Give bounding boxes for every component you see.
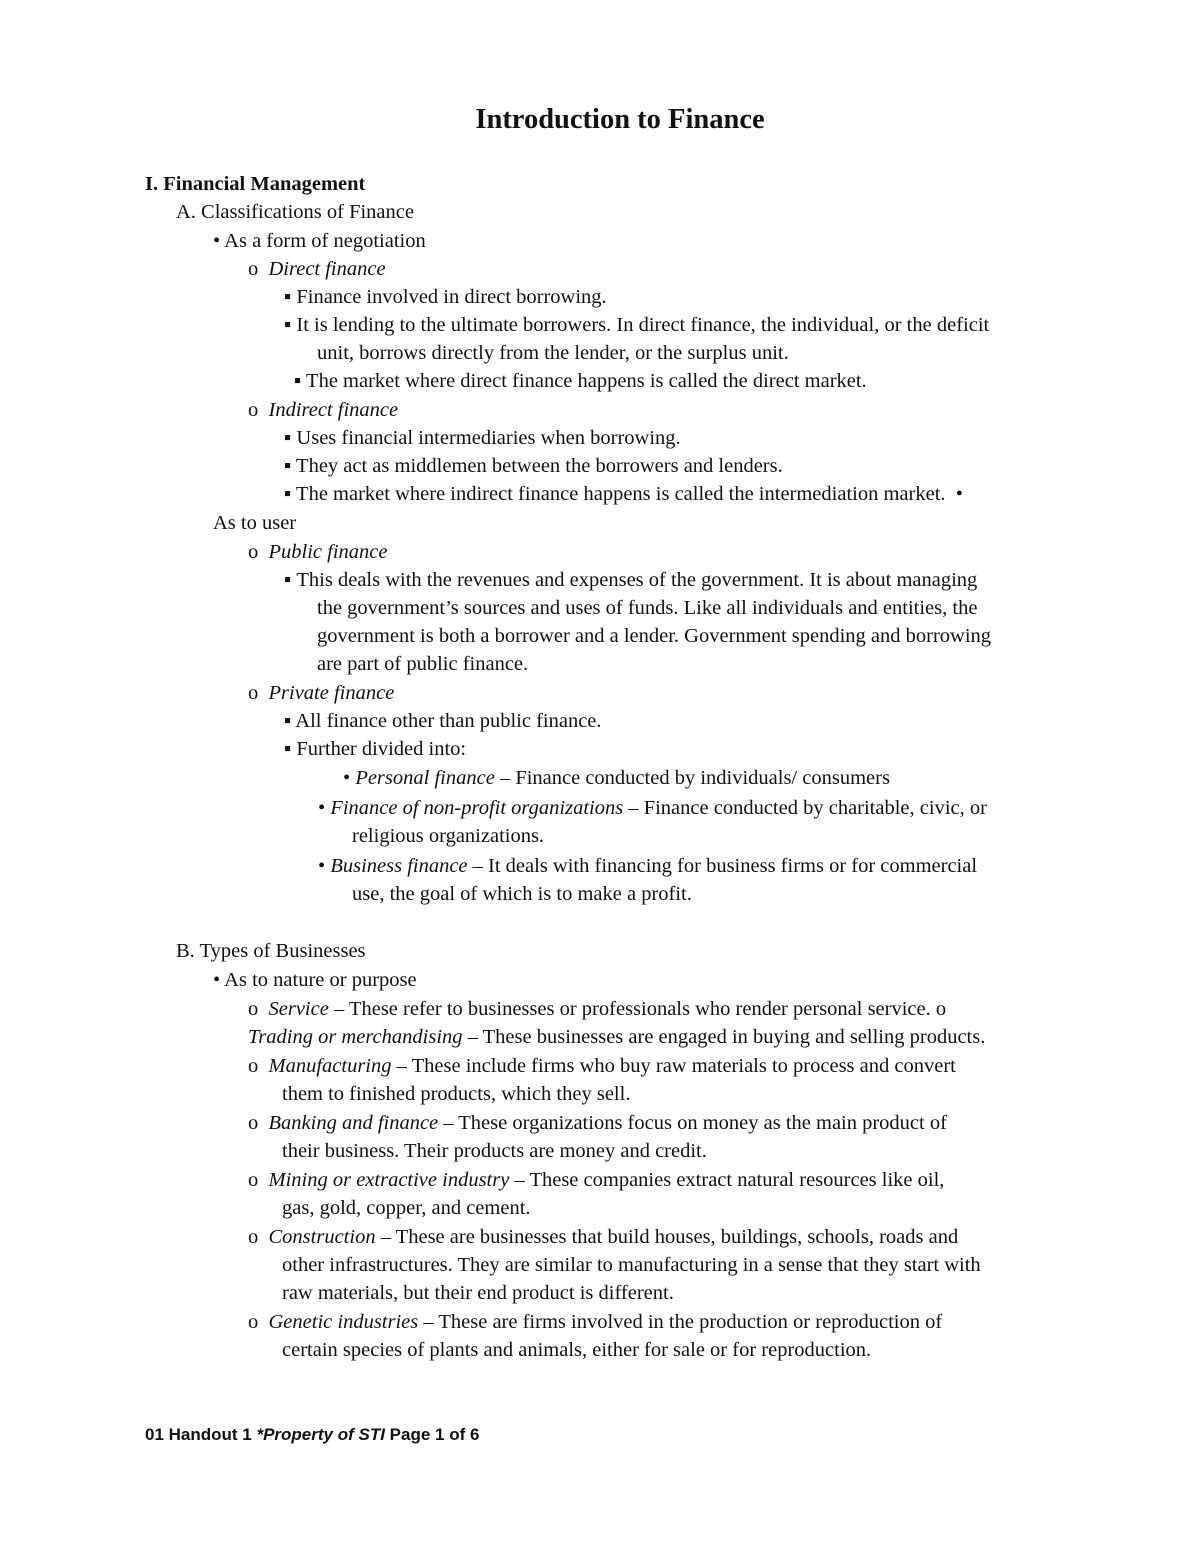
list-item-service: [248, 995, 946, 1023]
list-text-continuation: certain species of plants and animals, either for sale or for reproduction.: [282, 1339, 872, 1361]
term-nonprofit-finance: Finance of non-profit organizations: [330, 797, 624, 819]
list-text: The market where direct finance happens is called the direct market.: [306, 370, 867, 392]
square-bullet-icon: ▪: [284, 738, 292, 760]
list-item: [284, 452, 783, 480]
square-bullet-icon: ▪: [294, 370, 302, 392]
dot-bullet-icon: •: [955, 483, 963, 505]
footer-page-number: Page 1 of 6: [384, 1425, 480, 1444]
definition-text: – These refer to businesses or professionals who render personal service. o: [328, 998, 947, 1020]
term-personal-finance: Personal finance: [355, 767, 495, 789]
list-item-as-to-user: As to user: [213, 512, 297, 534]
list-text-continuation: the government’s sources and uses of funds. Like all individuals and entities, the: [317, 597, 978, 619]
list-item-form-of-negotiation: • As a form of negotiation: [213, 230, 426, 252]
term-trading: Trading or merchandising: [248, 1026, 463, 1048]
subheading-types-of-businesses: B. Types of Businesses: [176, 940, 366, 962]
term-public-finance: Public finance: [268, 541, 388, 563]
circle-bullet-icon: o: [248, 258, 259, 280]
definition-text: – Finance conducted by individuals/ consumers: [494, 767, 890, 789]
term-service: Service: [268, 998, 329, 1020]
definition-text: – These organizations focus on money as the main product of: [438, 1112, 947, 1134]
term-banking: Banking and finance: [268, 1112, 439, 1134]
square-bullet-icon: ▪: [284, 286, 292, 308]
circle-bullet-icon: o: [248, 998, 259, 1020]
term-construction: Construction: [268, 1226, 376, 1248]
list-item-personal-finance: [343, 764, 890, 792]
list-text: It is lending to the ultimate borrowers. In direct finance, the individual, or the deficit: [296, 314, 990, 336]
list-item-trading: [248, 1023, 985, 1051]
list-text-continuation: use, the goal of which is to make a profit.: [352, 883, 692, 905]
circle-bullet-icon: o: [248, 1226, 259, 1248]
square-bullet-icon: ▪: [284, 483, 292, 505]
list-item-banking: [248, 1109, 947, 1137]
list-item-indirect-finance: [248, 396, 398, 424]
list-item: [284, 566, 977, 594]
circle-bullet-icon: o: [248, 541, 259, 563]
list-text-continuation: raw materials, but their end product is different.: [282, 1282, 674, 1304]
definition-text: – These are firms involved in the production or reproduction of: [418, 1311, 943, 1333]
list-text: This deals with the revenues and expenses of the government. It is about managing: [296, 569, 978, 591]
list-text-continuation: gas, gold, copper, and cement.: [282, 1197, 531, 1219]
list-item: [284, 735, 466, 763]
term-manufacturing: Manufacturing: [268, 1055, 392, 1077]
list-item-direct-finance: [248, 255, 386, 283]
circle-bullet-icon: o: [248, 682, 259, 704]
definition-text: – These companies extract natural resources like oil,: [509, 1169, 945, 1191]
list-text-continuation: them to finished products, which they sell.: [282, 1083, 631, 1105]
list-item-genetic: [248, 1308, 942, 1336]
list-item-nonprofit-finance: [318, 794, 987, 822]
circle-bullet-icon: o: [248, 1055, 259, 1077]
circle-bullet-icon: o: [248, 1112, 259, 1134]
circle-bullet-icon: o: [248, 1169, 259, 1191]
square-bullet-icon: ▪: [284, 427, 292, 449]
square-bullet-icon: ▪: [284, 455, 292, 477]
list-text: They act as middlemen between the borrowers and lenders.: [296, 455, 783, 477]
list-item-public-finance: [248, 538, 387, 566]
term-business-finance: Business finance: [330, 855, 468, 877]
list-item: [294, 367, 867, 395]
circle-bullet-icon: o: [248, 399, 259, 421]
list-item-private-finance: [248, 679, 394, 707]
list-text-continuation: are part of public finance.: [317, 653, 529, 675]
subheading-classifications: A. Classifications of Finance: [176, 201, 414, 223]
dot-bullet-icon: •: [318, 855, 326, 877]
list-text: All finance other than public finance.: [295, 710, 602, 732]
square-bullet-icon: ▪: [284, 710, 292, 732]
definition-text: – These include firms who buy raw materials to process and convert: [391, 1055, 956, 1077]
list-item: [284, 707, 602, 735]
list-item-construction: [248, 1223, 958, 1251]
list-item: [284, 311, 989, 339]
definition-text: – Finance conducted by charitable, civic, or: [623, 797, 987, 819]
list-item-manufacturing: [248, 1052, 956, 1080]
term-private-finance: Private finance: [268, 682, 395, 704]
list-text-continuation: unit, borrows directly from the lender, or the surplus unit.: [317, 342, 789, 364]
circle-bullet-icon: o: [248, 1311, 259, 1333]
list-text: The market where indirect finance happens is called the intermediation market.: [296, 483, 946, 505]
list-text: Uses financial intermediaries when borrowing.: [296, 427, 681, 449]
footer-handout: 01 Handout 1: [145, 1425, 257, 1444]
dot-bullet-icon: •: [318, 797, 326, 819]
term-genetic: Genetic industries: [268, 1311, 419, 1333]
definition-text: – It deals with financing for business firms or for commercial: [467, 855, 978, 877]
list-text-continuation: their business. Their products are money and credit.: [282, 1140, 707, 1162]
list-text-continuation: government is both a borrower and a lender. Government spending and borrowing: [317, 625, 992, 647]
list-text-continuation: religious organizations.: [352, 825, 545, 847]
term-mining: Mining or extractive industry: [268, 1169, 510, 1191]
section-heading-financial-management: I. Financial Management: [145, 173, 366, 195]
square-bullet-icon: ▪: [284, 569, 292, 591]
list-text: Further divided into:: [296, 738, 467, 760]
list-item-nature-or-purpose: • As to nature or purpose: [213, 969, 417, 991]
page-footer: [145, 1423, 479, 1447]
list-item: [284, 480, 963, 508]
list-item: [284, 424, 681, 452]
dot-bullet-icon: •: [343, 767, 351, 789]
document-title: Introduction to Finance: [475, 104, 765, 135]
list-item-mining: [248, 1166, 944, 1194]
definition-text: – These businesses are engaged in buying and selling products.: [462, 1026, 986, 1048]
list-text: Finance involved in direct borrowing.: [296, 286, 607, 308]
list-text-continuation: other infrastructures. They are similar to manufacturing in a sense that they start with: [282, 1254, 981, 1276]
definition-text: – These are businesses that build houses, buildings, schools, roads and: [375, 1226, 959, 1248]
footer-property: *Property of STI: [256, 1425, 385, 1444]
term-direct-finance: Direct finance: [268, 258, 386, 280]
list-item: [284, 283, 607, 311]
square-bullet-icon: ▪: [284, 314, 292, 336]
list-item-business-finance: [318, 852, 977, 880]
term-indirect-finance: Indirect finance: [268, 399, 399, 421]
